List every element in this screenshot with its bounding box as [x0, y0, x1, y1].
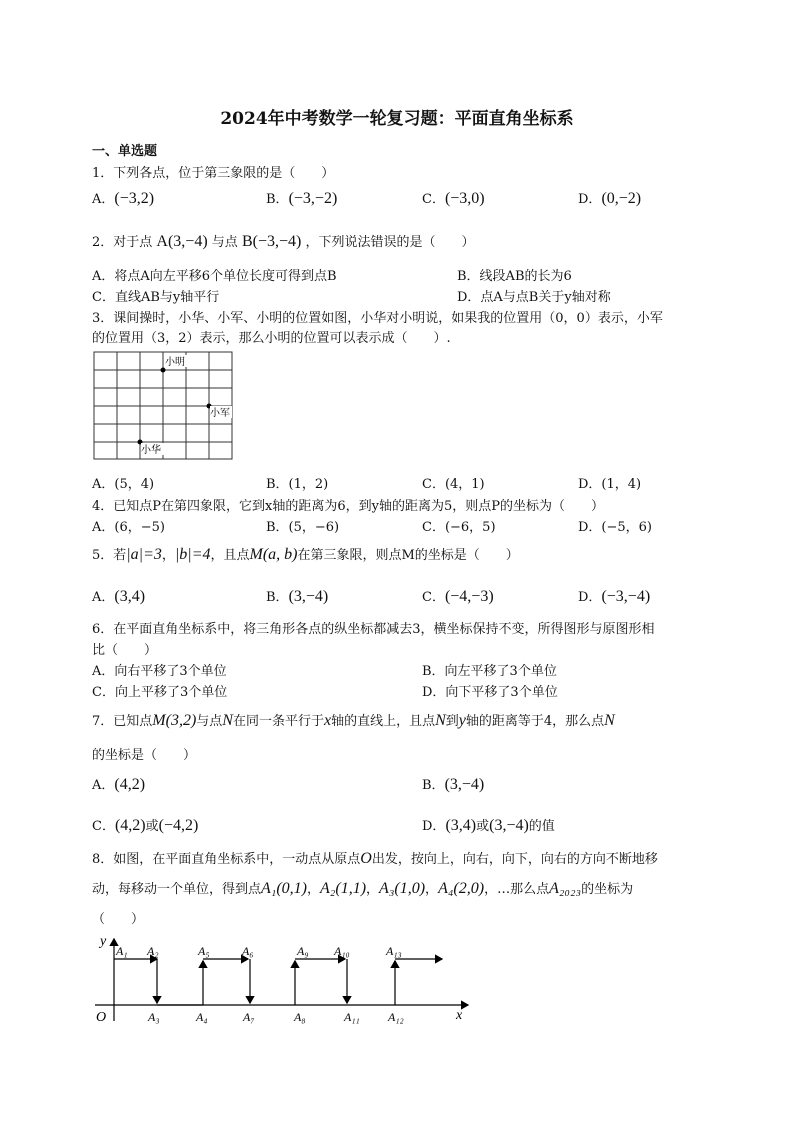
q4-stem: 4．已知点P在第四象限，它到x轴的距离为6，到y轴的距离为5，则点P的坐标为（ ） [92, 499, 604, 514]
q1-option-d: D．(0,−2) [578, 190, 642, 207]
q8-stem-line1: 8．如图，在平面直角坐标系中，一动点从原点O出发，按向上，向右，向下，向右的方向不断地移 [92, 850, 658, 867]
fig-label-a13: A₁₃ [386, 944, 402, 958]
fig-y-label: y [100, 934, 107, 949]
q4-option-d: D．(−5，6) [578, 520, 653, 535]
fig-label-a3: A₃ [148, 1010, 160, 1024]
section-heading: 一、单选题 [92, 144, 158, 159]
q1-option-b: B．(−3,−2) [266, 190, 338, 207]
q3-position-grid [92, 350, 234, 462]
q3-option-a: A．(5，4) [92, 477, 155, 492]
fig-label-a9: A₉ [297, 944, 309, 958]
q3-stem-line1: 3．课间操时，小华、小军、小明的位置如图，小华对小明说，如果我的位置用（0，0）表示，小军 [92, 311, 663, 326]
label-xiaojun: 小军 [210, 408, 230, 419]
fig-label-a10: A₁₀ [334, 944, 350, 958]
xiaoming-point [161, 368, 166, 373]
q3-stem-line2: 的位置用（3，2）表示，那么小明的位置可以表示成（ ）. [92, 331, 451, 346]
q5-stem: 5．若|a|=3，|b|=4，且点M(a, b)在第三象限，则点M的坐标是（ ） [92, 546, 519, 563]
q8-answer-paren: （ ） [92, 912, 145, 927]
label-xiaoming: 小明 [165, 357, 185, 368]
page-title: 2024年中考数学一轮复习题：平面直角坐标系 [220, 109, 574, 129]
q4-option-a: A．(6，−5) [92, 520, 165, 535]
q5-option-b: B．(3,−4) [266, 588, 329, 605]
q8-stem-line2: 动，每移动一个单位，得到点A₁(0,1)，A₂(1,1)，A₃(1,0)，A₄(2,0)，…那么点A₂₀₂₃的坐标为 [92, 880, 634, 897]
fig-x-label: x [456, 1008, 463, 1023]
fig-label-a12: A₁₂ [388, 1010, 404, 1024]
q3-option-d: D．(1，4) [578, 477, 642, 492]
q7-option-b: B．(3,−4) [422, 776, 485, 793]
q6-stem-line2: 比（ ） [92, 643, 158, 658]
q8-path-figure [90, 925, 480, 1025]
q7-option-a: A．(4,2) [92, 776, 146, 793]
q6-option-a: A．向右平移了3个单位 [92, 664, 227, 679]
q2-option-d: D．点A与点B关于y轴对称 [457, 290, 611, 305]
q6-option-c: C．向上平移了3个单位 [92, 685, 228, 700]
q7-stem-line1: 7．已知点M(3,2)与点N在同一条平行于x轴的直线上，且点N到y轴的距离等于4，那么点N [92, 712, 615, 729]
q1-option-a: A．(−3,2) [92, 190, 155, 207]
fig-label-a1: A₁ [116, 944, 128, 958]
q3-option-b: B．(1，2) [266, 477, 329, 492]
fig-origin-label: O [96, 1010, 107, 1025]
fig-label-a6: A₆ [242, 944, 254, 958]
fig-label-a8: A₈ [294, 1010, 306, 1024]
q1-option-c: C．(−3,0) [422, 190, 485, 207]
q5-option-a: A．(3,4) [92, 588, 146, 605]
q2-stem: 2．对于点 A(3,−4) 与点 B(−3,−4) ，下列说法错误的是（ ） [92, 233, 475, 250]
fig-label-a7: A₇ [243, 1010, 255, 1024]
q7-option-c: C．(4,2)或(−4,2) [92, 817, 199, 834]
q2-option-c: C．直线AB与y轴平行 [92, 290, 220, 305]
fig-label-a11: A₁₁ [344, 1010, 360, 1024]
label-xiaohua: 小华 [141, 445, 161, 456]
fig-label-a2: A₂ [147, 944, 159, 958]
fig-label-a5: A₅ [198, 944, 210, 958]
q5-option-c: C．(−4,−3) [422, 588, 494, 605]
q4-option-c: C．(−6，5) [422, 520, 496, 535]
q3-option-c: C．(4，1) [422, 477, 485, 492]
q6-stem-line1: 6．在平面直角坐标系中，将三角形各点的纵坐标都减去3，横坐标保持不变，所得图形与原图形相 [92, 622, 655, 637]
q6-option-b: B．向左平移了3个单位 [422, 664, 557, 679]
q1-stem: 1．下列各点，位于第三象限的是（ ） [92, 166, 335, 181]
fig-label-a4: A₄ [196, 1010, 208, 1024]
q7-option-d: D．(3,4)或(3,−4)的值 [422, 817, 555, 834]
q4-option-b: B．(5，−6) [266, 520, 340, 535]
q7-stem-line2: 的坐标是（ ） [92, 748, 197, 763]
q5-option-d: D．(−3,−4) [578, 588, 651, 605]
q6-option-d: D．向下平移了3个单位 [422, 685, 558, 700]
q2-option-a: A．将点A向左平移6个单位长度可得到点B [92, 269, 337, 284]
q2-option-b: B．线段AB的长为6 [457, 269, 572, 284]
